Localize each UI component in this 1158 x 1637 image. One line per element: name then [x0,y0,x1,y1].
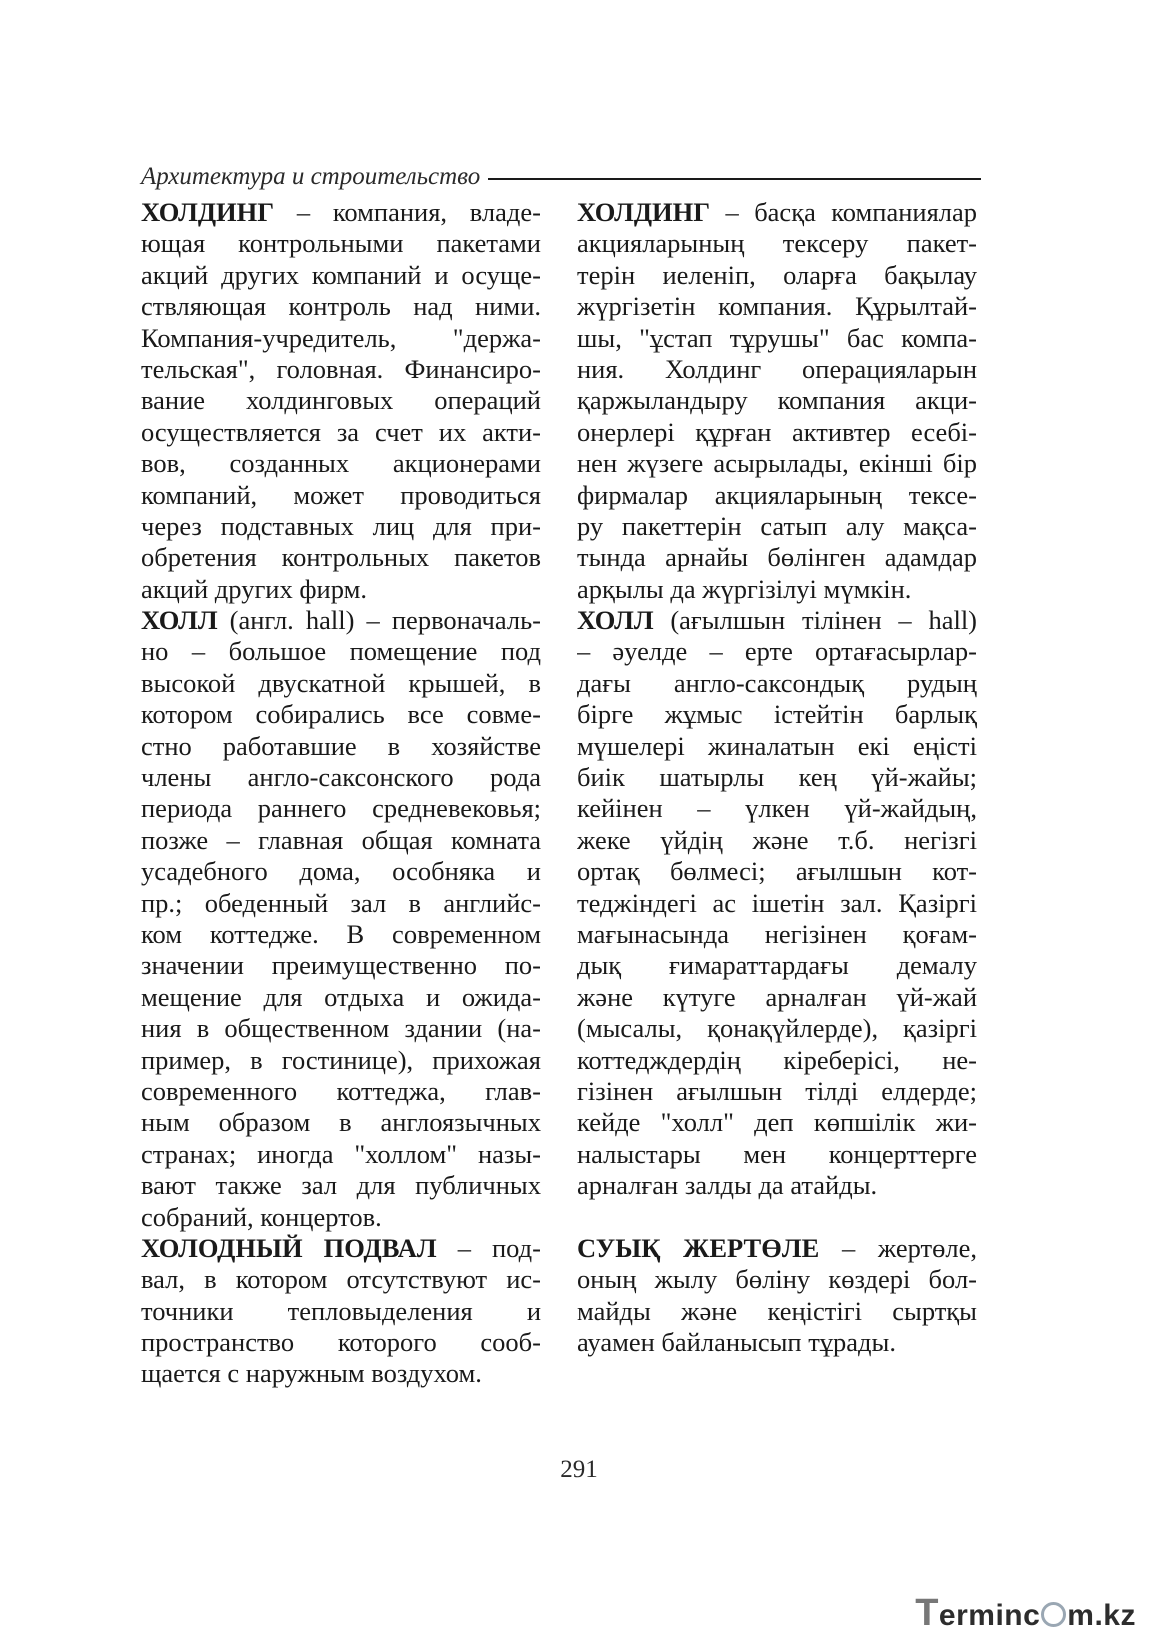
entry-text-line: вание холдинговых операций [141,385,541,416]
entry-text-line: вов, созданных акционерами [141,448,541,479]
entry-text-line: ком коттедже. В современном [141,918,541,949]
entry-text-line: бірге жұмыс істейтін барлық [577,699,977,730]
entry-text-line: обретения контрольных пакетов [141,542,541,573]
page-number: 291 [560,1456,598,1483]
entry-text-line: нен жүзеге асырылады, екінші бір [577,448,977,479]
entry-text-line: арқылы да жүргізілуі мүмкін. [577,573,912,604]
entry-text-line: шы, "ұстап тұрушы" бас компа- [577,322,977,353]
entry-text-line: позже – главная общая комната [141,824,541,855]
entry-text-line: Компания-учредитель, "держа- [141,322,541,353]
entry-text-line: значении преимущественно по- [141,950,541,981]
entry-text-line: но – большое помещение под [141,636,541,667]
entry-text-line: – компания, владе- [274,197,541,227]
entry-text-line: онерлері құрған активтер есебі- [577,416,977,447]
entry-text-line: через подставных лиц для при- [141,510,541,541]
running-header [141,160,981,194]
entry-text-line: ауамен байланысып тұрады. [577,1327,896,1358]
entry-text-line: арналған залды да атайды. [577,1170,878,1201]
entry-text-line: странах; иногда "холлом" назы- [141,1138,541,1169]
entry-text-line: пример, в гостинице), прихожая [141,1044,541,1075]
entry-text-line: фирмалар акцияларының тексе- [577,479,977,510]
entry-spacer [577,1202,977,1233]
entry-text-line: ным образом в англоязычных [141,1107,541,1138]
entry-text-line: кейінен – үлкен үй-жайдың, [577,793,977,824]
entry-term: СУЫҚ ЖЕРТӨЛЕ [577,1232,820,1263]
entry-text-line: современного коттеджа, глав- [141,1075,541,1106]
entry-hall-kz [577,605,977,1201]
entry-text-line: және күтуге арналған үй-жай [577,981,977,1012]
entry-text-line: (ағылшын тілінен – hall) [653,605,977,636]
entry-text-line: ортақ бөлмесі; ағылшын кот- [577,856,977,887]
entry-text-line: компаний, может проводиться [141,479,541,510]
entry-text-line: (англ. hall) – первоначаль- [217,605,541,636]
entry-text-line: собраний, концертов. [141,1201,382,1232]
entry-text-line: высокой двускатной крышей, в [141,667,541,698]
entry-holding-ru [141,197,541,605]
header-title: Архитектура и строительство [141,163,481,190]
entry-text-line: дағы англо-саксондық рудың [577,667,977,698]
entry-text-line: терін иеленіп, оларға бақылау [577,259,977,290]
entry-text-line: ствляющая контроль над ними. [141,291,541,322]
entry-text-line: усадебного дома, особняка и [141,856,541,887]
entry-text-line: – әуелде – ерте ортағасырлар- [577,636,977,667]
entry-text-line: точники тепловыделения и [141,1295,541,1326]
entry-text-line: стно работавшие в хозяйстве [141,730,541,761]
entry-text-line: – под- [436,1232,541,1263]
entry-text-line: осуществляется за счет их акти- [141,416,541,447]
entry-hall-ru [141,605,541,1233]
site-watermark [915,1592,1136,1635]
entry-text-line: котором собирались все совме- [141,699,541,730]
entry-text-line: мағынасында негізінен қоғам- [577,918,977,949]
entry-text-line: вал, в котором отсутствуют ис- [141,1264,541,1295]
watermark-middle: erminc [938,1599,1041,1632]
entry-text-line: гізінен ағылшын тілді елдерде; [577,1075,977,1106]
entry-text-line: ру пакеттерін сатып алу мақса- [577,510,977,541]
entry-text-line: биік шатырлы кең үй-жайы; [577,762,977,793]
entry-text-line: периода раннего средневековья; [141,793,541,824]
entry-text-line: жеке үйдің және т.б. негізгі [577,824,977,855]
entry-holding-kz [577,197,977,605]
entry-text-line: теджіндегі ас ішетін зал. Қазіргі [577,887,977,918]
magnifier-icon [1041,1602,1066,1627]
watermark-prefix: T [915,1592,939,1634]
entry-text-line: мүшелері жиналатын екі еңісті [577,730,977,761]
header-rule [488,178,981,180]
entry-text-line: мещение для отдыха и ожида- [141,981,541,1012]
entry-term: ХОЛДИНГ [577,197,711,227]
entry-text-line: (мысалы, қонақүйлерде), қазіргі [577,1013,977,1044]
entry-text-line: кейде "холл" деп көпшілік жи- [577,1107,977,1138]
entry-text-line: коттедждердің кіреберісі, не- [577,1044,977,1075]
entry-text-line: ния в общественном здании (на- [141,1013,541,1044]
entry-term: ХОЛОДНЫЙ ПОДВАЛ [141,1232,437,1263]
right-column [577,197,977,1358]
entry-text-line: тында арнайы бөлінген адамдар [577,542,977,573]
entry-cold-basement-kz [577,1233,977,1359]
entry-text-line: щается с наружным воздухом. [141,1358,482,1389]
entry-text-line: тельская", головная. Финансиро- [141,353,541,384]
entry-text-line: дық ғимараттардағы демалу [577,950,977,981]
entry-cold-basement-ru [141,1233,541,1390]
entry-text-line: жүргізетін компания. Құрылтай- [577,291,977,322]
entry-text-line: вают также зал для публичных [141,1170,541,1201]
entry-term: ХОЛЛ [577,605,654,636]
entry-text-line: – басқа компаниялар [710,197,977,227]
entry-text-line: налыстары мен концерттерге [577,1138,977,1169]
entry-text-line: акцияларының тексеру пакет- [577,228,977,259]
entry-term: ХОЛДИНГ [141,197,275,227]
entry-text-line: оның жылу бөліну көздері бол- [577,1264,977,1295]
entry-text-line: пространство которого сооб- [141,1327,541,1358]
entry-text-line: пр.; обеденный зал в английс- [141,887,541,918]
entry-text-line: ющая контрольными пакетами [141,228,541,259]
left-column [141,197,541,1390]
entry-text-line: члены англо-саксонского рода [141,762,541,793]
entry-text-line: акций других фирм. [141,573,367,604]
watermark-suffix: m.kz [1067,1599,1136,1632]
entry-text-line: акций других компаний и осуще- [141,259,541,290]
entry-text-line: – жертөле, [819,1232,977,1263]
entry-term: ХОЛЛ [141,605,218,636]
entry-text-line: қаржыландыру компания акци- [577,385,977,416]
entry-text-line: ния. Холдинг операцияларын [577,353,977,384]
entry-text-line: майды және кеңістігі сыртқы [577,1295,977,1326]
